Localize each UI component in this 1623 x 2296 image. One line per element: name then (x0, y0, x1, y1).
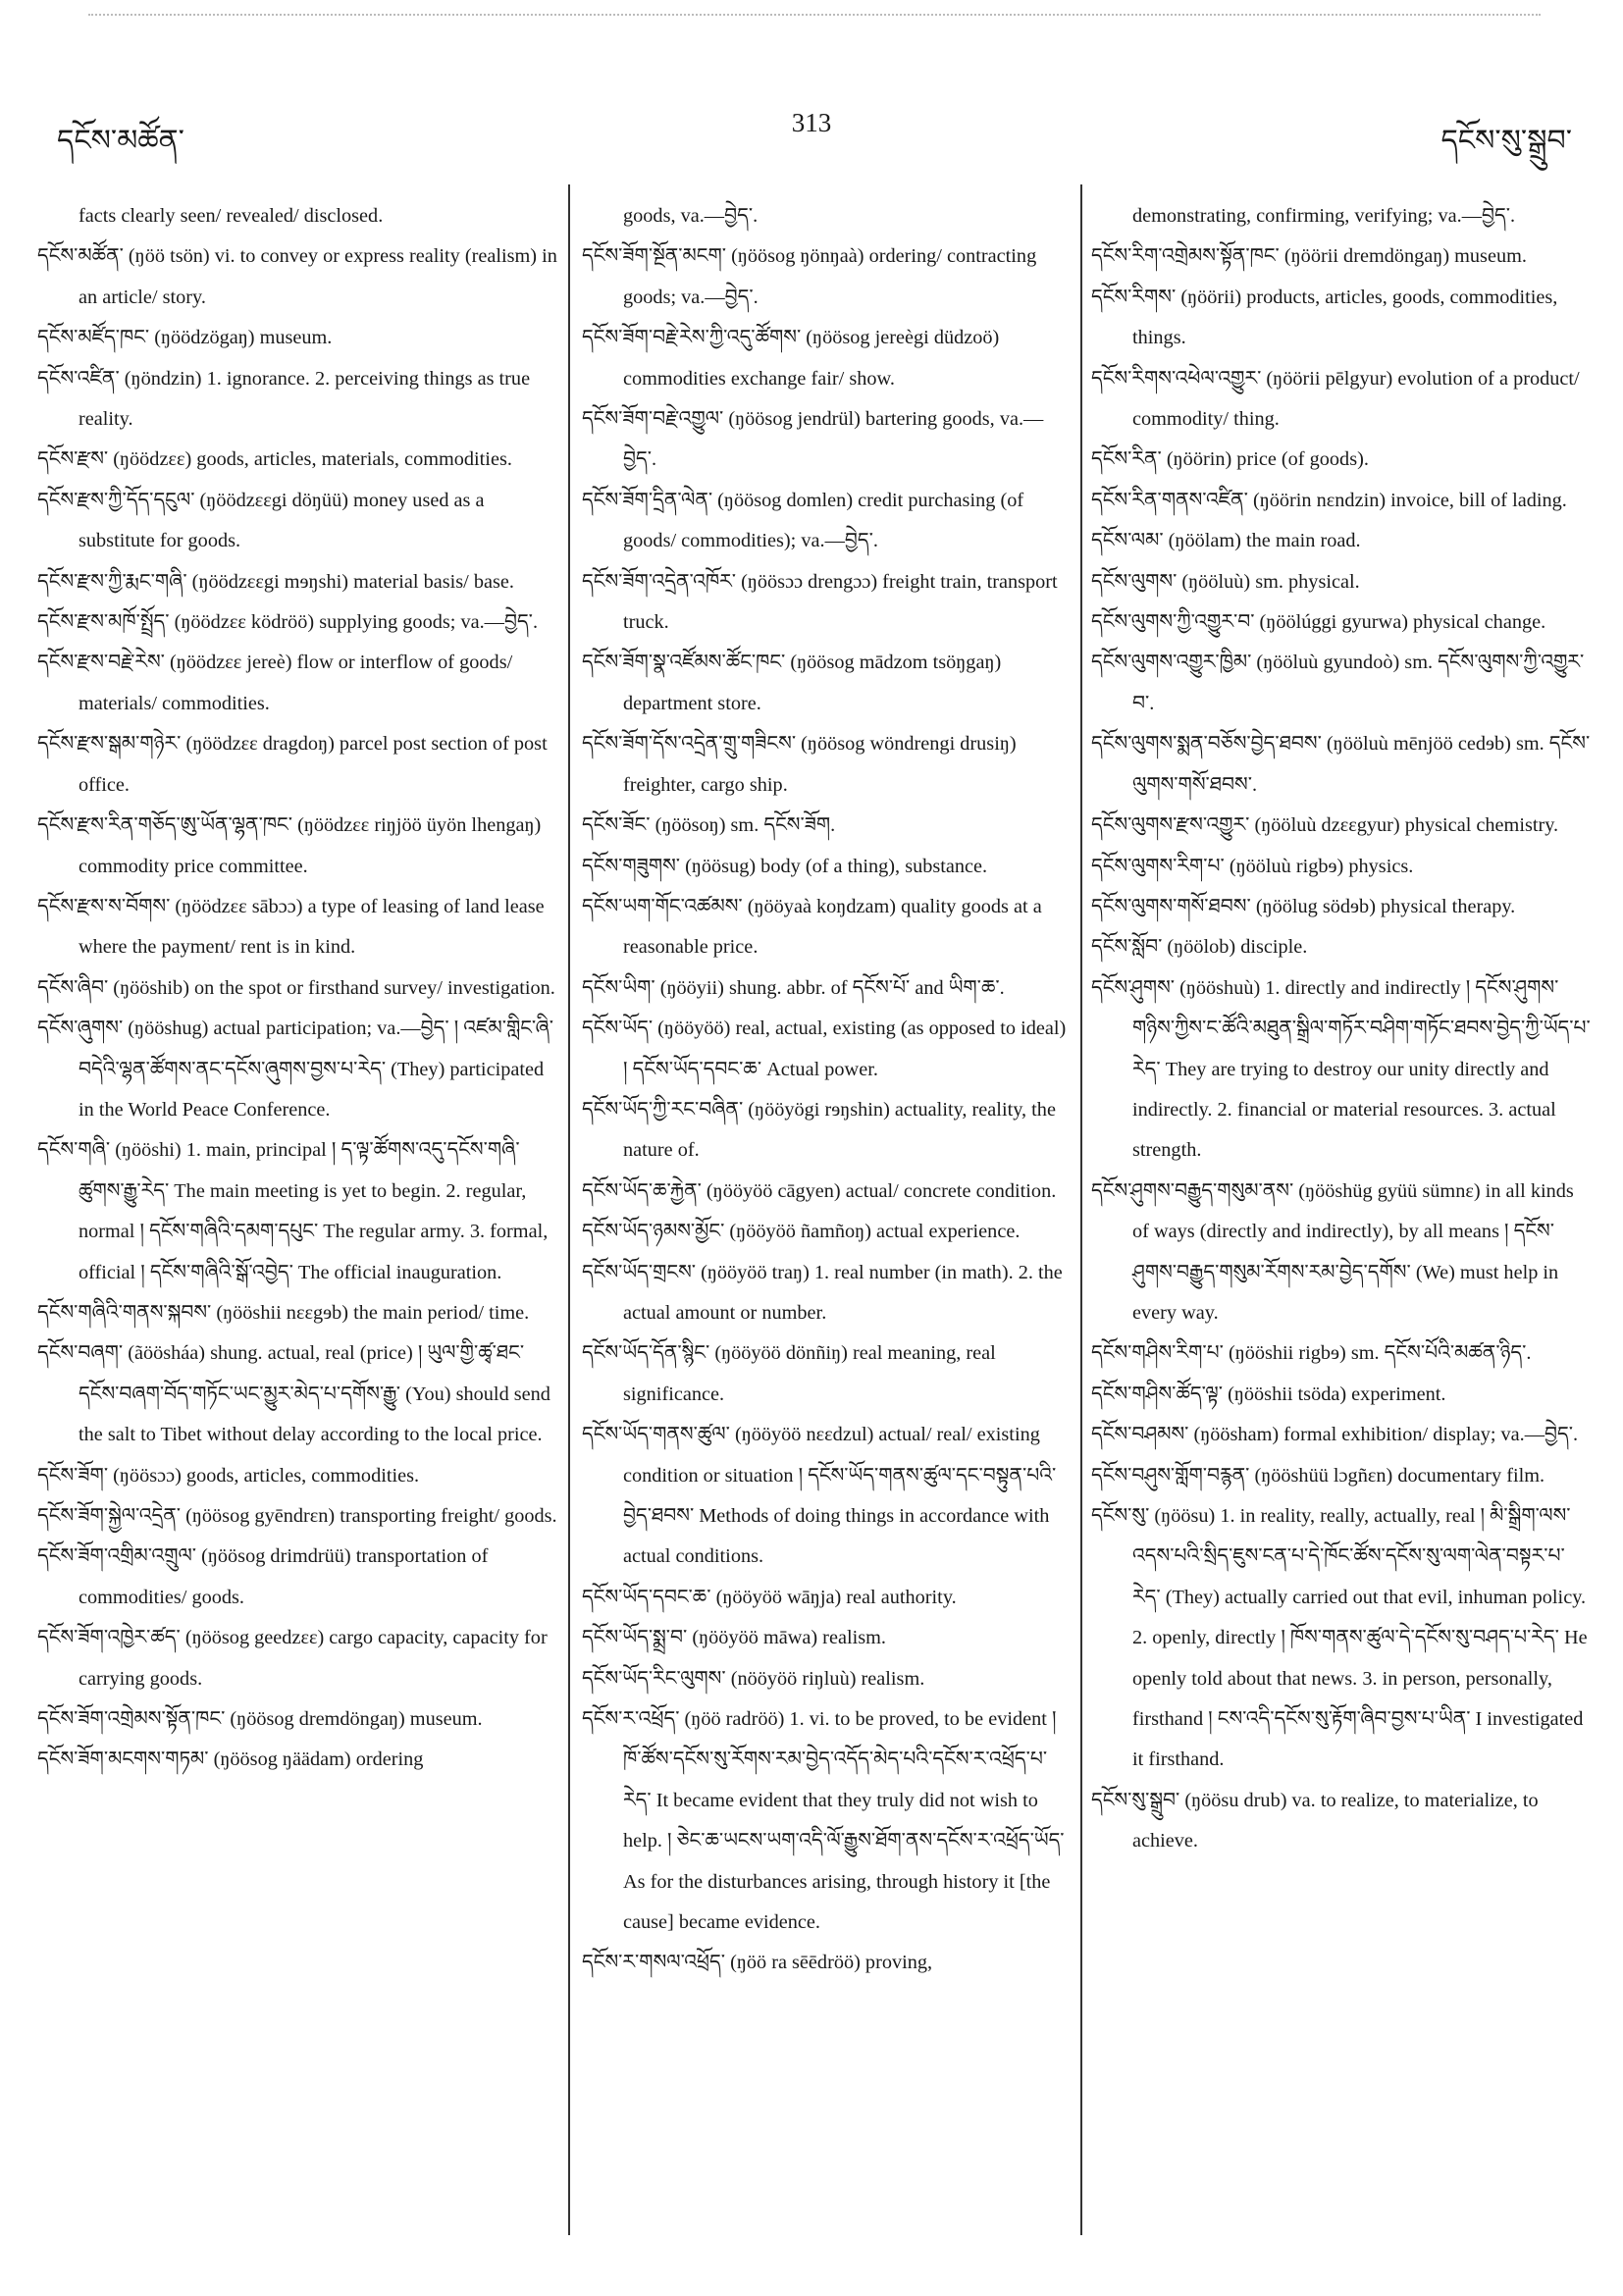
dictionary-entry: དངོས་ཡོད་ཀྱི་རང་བཞིན་ (ŋööyögi rɘŋshin) actuality, reality, the nature of. (582, 1098, 1056, 1162)
dictionary-entry: དངོས་ཟོག་མངགས་གཏམ་ (ŋöösog ŋäädam) ordering (37, 1748, 424, 1771)
dictionary-column-1 (37, 196, 559, 2237)
column-divider (568, 184, 570, 2235)
dictionary-entry: དངོས་ལུགས་ (ŋööluù) sm. physical. (1091, 570, 1360, 593)
dictionary-entry: དངོས་ཡིག་ (ŋööyii) shung. abbr. of དངོས་པོ་ and ཡིག་ཆ་. (582, 976, 1005, 999)
dictionary-entry: དངོས་མཛོད་ཁང་ (ŋöödzögaŋ) museum. (37, 327, 333, 349)
dictionary-entry: དངོས་ཡོད་གྲངས་ (ŋööyöö traŋ) 1. real number (in math). 2. the actual amount or number. (582, 1261, 1063, 1324)
dictionary-entry: དངོས་ར་འཕྲོད་ (ŋöö radröö) 1. vi. to be proved, to be evident ། ཁོ་ཚོས་དངོས་སུ་རོགས་རམ་བྱེད་འདོད་མེད་པའི་དངོས་ར་འཕྲོད་པ་རེད་ It became evident that they truly did not wish to help. ། ཅེང་ཆ་ཡངས་ཡག་འདི་ལོ་རྒྱུས་ཐོག་ནས་དངོས་ར་འཕྲོད་ཡོད་ As for the disturbances arising, through history it [the cause] became evidence. (582, 1708, 1065, 1934)
dictionary-entry: དངོས་ཡོད་དབང་ཆ་ (ŋööyöö wāŋja) real authority. (582, 1586, 957, 1608)
dictionary-entry: དངོས་ཟོག་འགྲིམ་འགྲུལ་ (ŋöösog drimdrüü) transportation of commodities/ goods. (37, 1545, 489, 1608)
dictionary-entry: དངོས་ཤུགས་ (ŋööshuù) 1. directly and indirectly ། དངོས་ཤུགས་གཉིས་ཀྱིས་ང་ཚོའི་མཐུན་སྒྲིལ་གཏོར་བཤིག་གཏོང་ཐབས་བྱེད་ཀྱི་ཡོད་པ་རེད་ They are trying to destroy our unity directly and indirectly. 2. financial or material resources. 3. actual strength. (1091, 976, 1591, 1162)
entry-continuation: demonstrating, confirming, verifying; va.—བྱེད་. (1132, 205, 1516, 227)
entry-continuation: facts clearly seen/ revealed/ disclosed. (79, 205, 384, 227)
dictionary-entry: དངོས་གཤིས་ཚོད་ལྟ་ (ŋööshii tsöda) experiment. (1091, 1383, 1446, 1405)
dictionary-column-3 (1091, 196, 1592, 2237)
dictionary-entry: དངོས་ཟོག་དོས་འདྲེན་གྲུ་གཟིངས་ (ŋöösog wöndrengi drusiŋ) freighter, cargo ship. (582, 733, 1017, 796)
dictionary-entry: དངོས་ཟོང་ (ŋöösoŋ) sm. དངོས་ཟོག. (582, 814, 836, 837)
dictionary-entry: དངོས་ཞིབ་ (ŋööshib) on the spot or firsthand survey/ investigation. (37, 976, 555, 999)
dictionary-entry: དངོས་ཟོག་བརྗེ་འགྱུལ་ (ŋöösog jendrül) bartering goods, va.—བྱེད་. (582, 408, 1044, 471)
dictionary-entry: དངོས་ཡོད་རིང་ལུགས་ (nööyöö riŋluù) realism. (582, 1667, 925, 1690)
dictionary-entry: དངོས་ཡོད་ (ŋööyöö) real, actual, existing (as opposed to ideal) ། དངོས་ཡོད་དབང་ཆ་ Actual power. (582, 1018, 1067, 1080)
dictionary-entry: དངོས་འཛིན་ (ŋöndzin) 1. ignorance. 2. perceiving things as true reality. (37, 367, 531, 431)
dictionary-entry: དངོས་ཟོག་སྐྱེལ་འདྲེན་ (ŋöösog gyēndrɛn) transporting freight/ goods. (37, 1505, 557, 1527)
dictionary-entry: དངོས་སློབ་ (ŋöölob) disciple. (1091, 936, 1308, 959)
dictionary-entry: དངོས་ལུགས་ཀྱི་འགྱུར་བ་ (ŋöölúggi gyurwa) physical change. (1091, 611, 1546, 634)
dictionary-entry: དངོས་གཞིའི་གནས་སྐབས་ (ŋööshii nɛɛgɘb) the main period/ time. (37, 1301, 530, 1324)
dictionary-entry: དངོས་ལུགས་གསོ་ཐབས་ (ŋöölug södɘb) physical therapy. (1091, 895, 1516, 917)
dictionary-entry: དངོས་ཡག་གོང་འཚམས་ (ŋööyaà koŋdzam) quality goods at a reasonable price. (582, 895, 1042, 959)
dictionary-entry: དངོས་རྫས་བརྗེ་རེས་ (ŋöödzɛɛ jereè) flow or interflow of goods/ materials/ commodities. (37, 652, 513, 714)
dictionary-entry: དངོས་ཡོད་ཉམས་མྱོང་ (ŋööyöö ñamñoŋ) actual experience. (582, 1221, 1021, 1243)
dictionary-entry: དངོས་ལམ་ (ŋöölam) the main road. (1091, 530, 1361, 552)
dictionary-entry: དངོས་ལུགས་འགྱུར་ཁྱིམ་ (ŋööluù gyundoò) sm. དངོས་ལུགས་ཀྱི་འགྱུར་བ་. (1091, 652, 1585, 714)
dictionary-entry: དངོས་གཤིས་རིག་པ་ (ŋööshii rigbɘ) sm. དངོས་པོའི་མཚན་ཉིད་. (1091, 1342, 1532, 1365)
dictionary-entry: དངོས་ཟོག་འགྲེམས་སྟོན་ཁང་ (ŋöösog dremdöngaŋ) museum. (37, 1708, 483, 1731)
dictionary-entry: དངོས་ཟོག་ (ŋöösɔɔ) goods, articles, commodities. (37, 1464, 420, 1487)
dictionary-entry: དངོས་ཡོད་ཆ་རྐྱེན་ (ŋööyöö cāgyen) actual/ concrete condition. (582, 1179, 1057, 1202)
dictionary-entry: དངོས་ཟོག་འདྲེན་འཁོར་ (ŋöösɔɔ drengɔɔ) freight train, transport truck. (582, 570, 1058, 634)
dictionary-entry: དངོས་རྫས་ཀྱི་རྨང་གཞི་ (ŋöödzɛɛgi mɘŋshi) material basis/ base. (37, 570, 514, 593)
dictionary-entry: དངོས་སུ་ (ŋöösu) 1. in reality, really, actually, real ། མི་སྒྲིག་ལས་འདས་པའི་སྲིད་ཇུས་ངན་པ་དེ་ཁོང་ཚོས་དངོས་སུ་ལག་ལེན་བསྟར་པ་རེད་ (They) actually carried out that evil, inhuman policy. 2. openly, directly ། ཁོས་གནས་ཚུལ་དེ་དངོས་སུ་བཤད་པ་རེད་ He openly told about that news. 3. in person, personally, firsthand ། ངས་འདི་དངོས་སུ་རྟོག་ཞིབ་བྱས་པ་ཡིན་ I investigated it firsthand. (1091, 1505, 1588, 1771)
dictionary-entry: དངོས་ཟོག་སྔོན་མངག་ (ŋöösog ŋönŋaà) ordering/ contracting goods; va.—བྱེད་. (582, 245, 1037, 308)
dictionary-entry: དངོས་ཡོད་གནས་ཚུལ་ (ŋööyöö nɛɛdzul) actual/ real/ existing condition or situation ། དངོས་ཡོད་གནས་ཚུལ་དང་བསྟུན་པའི་བྱེད་ཐབས་ Methods of doing things in accordance with actual conditions. (582, 1424, 1057, 1568)
dictionary-entry: དངོས་ལུགས་རིག་པ་ (ŋööluù rigbɘ) physics. (1091, 855, 1414, 877)
dictionary-entry: དངོས་ལུགས་སྨན་བཅོས་བྱེད་ཐབས་ (ŋööluù mēnjöö cedɘb) sm. དངོས་ལུགས་གསོ་ཐབས་. (1091, 733, 1591, 796)
dictionary-entry: དངོས་བཞག་ (ãöösháa) shung. actual, real (price) ། ཡུལ་གྱི་ཚྭ་ཐང་དངོས་བཞག་བོད་གཏོང་ཡང་མྱུར་མེད་པ་དགོས་རྒྱུ་ (You) should send the salt to Tibet without delay according to the local price. (37, 1342, 550, 1446)
dictionary-entry: དངོས་ཟོག་དྲིན་ལེན་ (ŋöösog domlen) credit purchasing (of goods/ commodities); va.—བྱེད་. (582, 489, 1024, 552)
dictionary-entry: དངོས་བཤུས་གློག་བརྙན་ (ŋööshüü lɔgñɛn) documentary film. (1091, 1464, 1545, 1487)
dictionary-entry: དངོས་རྫས་ས་བོགས་ (ŋöödzɛɛ sābɔɔ) a type of leasing of land lease where the payment/ rent is in kind. (37, 895, 545, 959)
dictionary-entry: དངོས་མཚོན་ (ŋöö tsön) vi. to convey or express reality (realism) in an article/ story. (37, 245, 557, 308)
dictionary-entry: དངོས་ཡོད་དོན་སྙིང་ (ŋööyöö dönñiŋ) real meaning, real significance. (582, 1342, 996, 1405)
running-head-left: དངོས་མཚོན་ (57, 125, 184, 157)
dictionary-entry: དངོས་གཞི་ (ŋööshi) 1. main, principal ། ད་ལྟ་ཚོགས་འདུ་དངོས་གཞི་ཚུགས་རྒྱུ་རེད་ The main meeting is yet to begin. 2. regular, normal ། དངོས་གཞིའི་དམག་དཔུང་ The regular army. 3. formal, official ། དངོས་གཞིའི་སྒོ་འབྱེད་ The official inauguration. (37, 1139, 549, 1283)
dictionary-entry: དངོས་ཤུགས་བརྒྱུད་གསུམ་ནས་ (ŋööshüg gyüü sümnɛ) in all kinds of ways (directly and indirectly), by all means ། དངོས་ཤུགས་བརྒྱུད་གསུམ་རོགས་རམ་བྱེད་དགོས་ (We) must help in every way. (1091, 1179, 1574, 1324)
dictionary-entry: དངོས་རིགས་འཕེལ་འགྱུར་ (ŋöörii pēlgyur) evolution of a product/ commodity/ thing. (1091, 367, 1580, 431)
dictionary-entry: དངོས་ཟོག་བརྗེ་རེས་ཀྱི་འདུ་ཚོགས་ (ŋöösog jereègi düdzoö) commodities exchange fair/ show. (582, 327, 1000, 390)
entry-continuation: goods, va.—བྱེད་. (623, 205, 759, 227)
dictionary-entry: དངོས་རྫས་ (ŋöödzɛɛ) goods, articles, materials, commodities. (37, 448, 512, 471)
dictionary-entry: དངོས་རིན་གནས་འཛིན་ (ŋöörin nɛndzin) invoice, bill of lading. (1091, 489, 1567, 511)
dictionary-entry: དངོས་རྫས་སྒམ་གཉེར་ (ŋöödzɛɛ dragdoŋ) parcel post section of post office. (37, 733, 548, 796)
dictionary-entry: དངོས་རིན་ (ŋöörin) price (of goods). (1091, 448, 1369, 471)
dictionary-entry: དངོས་ཞུགས་ (ŋööshug) actual participation; va.—བྱེད་ ། འཛམ་གླིང་ཞི་བདེའི་ལྷན་ཚོགས་ནང་དངོས་ཞུགས་བྱས་པ་རེད་ (They) participated in the World Peace Conference. (37, 1018, 554, 1121)
dictionary-entry: དངོས་ཟོག་སྣ་འཛོམས་ཚོང་ཁང་ (ŋöösog mādzom tsöŋgaŋ) department store. (582, 652, 1002, 714)
page-number: 313 (791, 108, 832, 137)
dictionary-entry: དངོས་ར་གསལ་འཕྲོད་ (ŋöö ra sēēdröö) proving, (582, 1952, 933, 1974)
column-divider (1080, 184, 1082, 2235)
dictionary-entry: དངོས་བཤམས་ (ŋöösham) formal exhibition/ display; va.—བྱེད་. (1091, 1424, 1579, 1446)
dictionary-entry: དངོས་རྫས་རིན་གཅོད་ཨུ་ཡོན་ལྷན་ཁང་ (ŋöödzɛɛ riŋjöö üyön lhengaŋ) commodity price committee. (37, 814, 542, 877)
dictionary-entry: དངོས་གཟུགས་ (ŋöösug) body (of a thing), substance. (582, 855, 988, 877)
dictionary-entry: དངོས་ཟོག་འཁྱེར་ཚད་ (ŋöösog geedzɛɛ) cargo capacity, capacity for carrying goods. (37, 1627, 548, 1690)
dictionary-entry: དངོས་རིག་འགྲེམས་སྟོན་ཁང་ (ŋöörii dremdöngaŋ) museum. (1091, 245, 1527, 268)
scan-artifact-line (88, 14, 1541, 16)
dictionary-entry: དངོས་ཡོད་སྨྲ་བ་ (ŋööyöö māwa) realism. (582, 1627, 886, 1649)
dictionary-entry: དངོས་རྫས་ཀྱི་དོད་དངུལ་ (ŋöödzɛɛgi döŋüü) money used as a substitute for goods. (37, 489, 485, 552)
running-head-right: དངོས་སུ་སྒྲུབ་ (1440, 125, 1572, 157)
dictionary-entry: དངོས་རིགས་ (ŋöörii) products, articles, goods, commodities, things. (1091, 286, 1558, 349)
dictionary-entry: དངོས་སུ་སྒྲུབ་ (ŋöösu drub) va. to realize, to materialize, to achieve. (1091, 1789, 1539, 1852)
dictionary-entry: དངོས་རྫས་མཁོ་སྤྲོད་ (ŋöödzɛɛ ködröö) supplying goods; va.—བྱེད་. (37, 611, 539, 634)
dictionary-entry: དངོས་ལུགས་རྫས་འགྱུར་ (ŋööluù dzɛɛgyur) physical chemistry. (1091, 814, 1559, 837)
dictionary-column-2 (582, 196, 1073, 2237)
